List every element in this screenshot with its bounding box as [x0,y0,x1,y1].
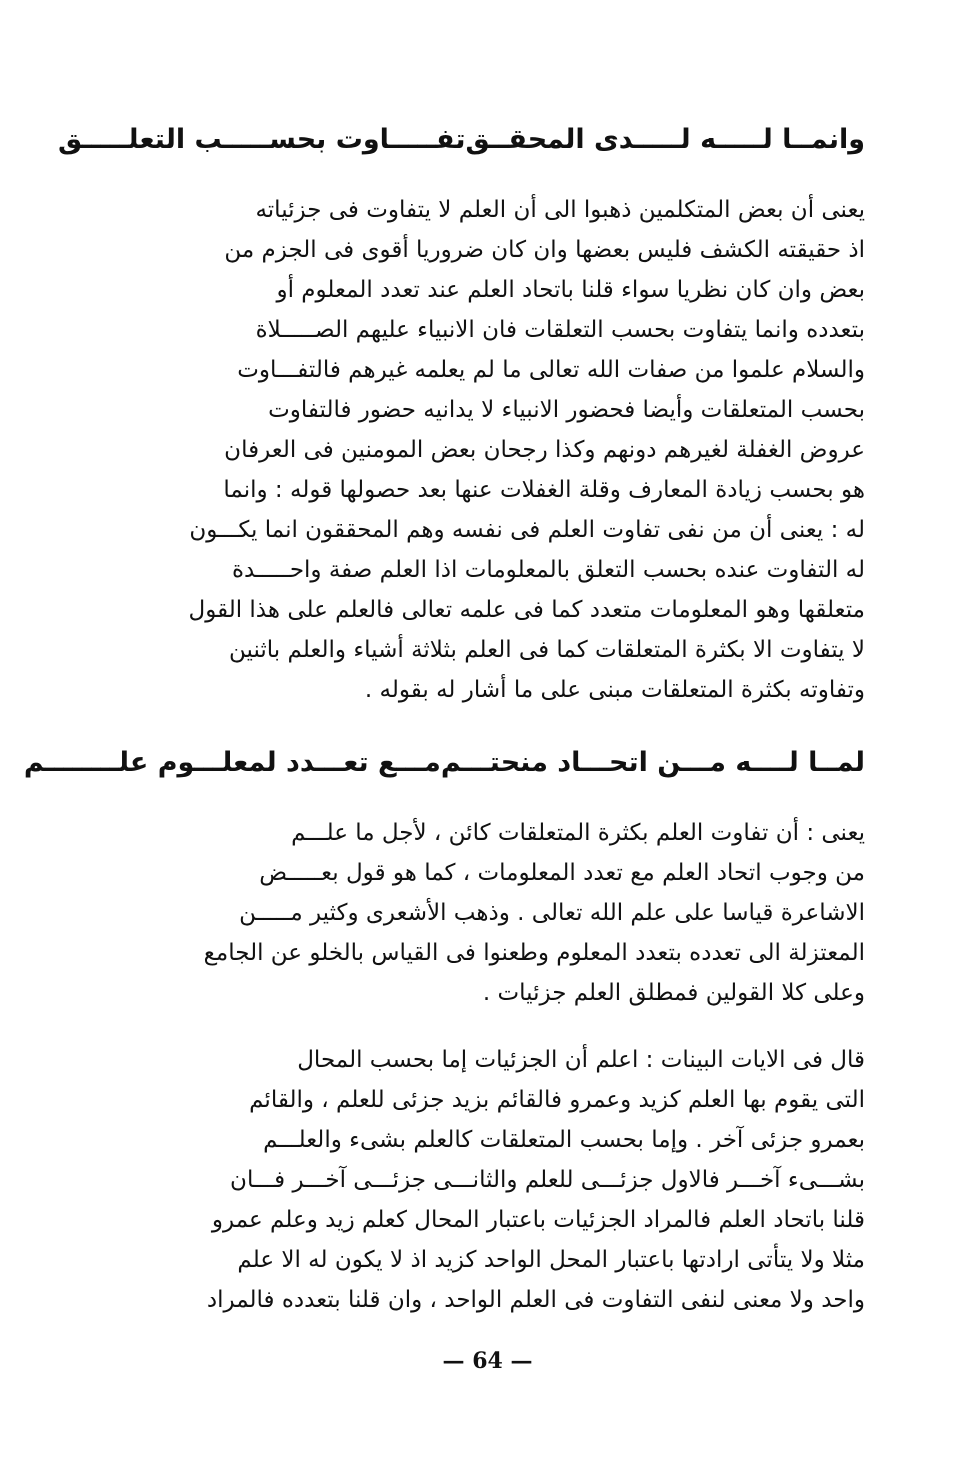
text-line: بحسب المتعلقات وأيضا فحضور الانبياء لا يدانيه حضور فالتفاوت [268,397,865,423]
text-line: التى يقوم بها العلم كزيد وعمرو فالقائم بزيد جزئى للعلم ، والقائم [249,1087,865,1113]
text-line: المعتزلة الى تعدده بتعدد المعلوم وطعنوا فى القياس بالخلو عن الجامع [203,940,865,966]
text-line: له : يعنى أن من نفى تفاوت العلم فى نفسه وهم المحققون انما يكـــون [189,517,865,543]
text-line: وعلى كلا القولين فمطلق العلم جزئيات . [482,980,865,1006]
text-line: من وجوب اتحاد العلم مع تعدد المعلومات ، كما هو قول بعـــــض [259,860,865,886]
text-line: بعمرو جزئى آخر . وإما بحسب المتعلقات كالعلم بشىء والعلـــم [263,1127,865,1153]
verse-first-hemistich: وانمــا لـــــه لـــــدى المحقــق [465,124,865,155]
verse-second-hemistich: تفـــــاوت بحســـــب التعلـــــق [57,124,466,155]
text-line: يعنى : أن تفاوت العلم بكثرة المتعلقات كائن ، لأجل ما علـــم [291,820,865,846]
text-line: اذ حقيقته الكشف فليس بعضها وان كان ضروريا أقوى فى الجزم من [224,237,865,263]
text-line: بعض وان كان نظريا سواء قلنا باتحاد العلم عند تعدد المعلوم أو [276,277,865,303]
text-line: الاشاعرة قياسا على علم الله تعالى . وذهب الأشعرى وكثير مـــــن [239,900,865,926]
verse-first-hemistich: لمــا لــــه مـــن اتحـــاد منحتـــم [440,747,865,778]
text-line: واحد ولا معنى لنفى التفاوت فى العلم الواحد ، وان قلنا بتعدده فالمراد [206,1287,865,1313]
text-line: قلنا باتحاد العلم فالمراد الجزئيات باعتبار المحال كعلم زيد وعلم عمرو [211,1207,865,1233]
text-line: له التفاوت عنده بحسب التعلق بالمعلومات اذا العلم صفة واحـــــدة [232,557,865,583]
text-line: متعلقها وهو المعلومات متعدد كما فى علمه تعالى فالعلم على هذا القول [188,597,865,623]
text-line: بشـــىء آخـــر فالاول جزئـــى للعلم والثانـــى جزئـــى آخـــر فـــان [230,1167,865,1193]
text-line: قال فى الايات البينات : اعلم أن الجزئيات إما بحسب المحال [297,1047,865,1073]
verse-heading [57,120,865,160]
text-line: يعنى أن بعض المتكلمين ذهبوا الى أن العلم لا يتفاوت فى جزئياته [255,197,865,223]
text-line: بتعدده وانما يتفاوت بحسب التعلقات فان الانبياء عليهم الصـــــلاة [255,317,865,343]
verse-heading [23,743,865,783]
text-line: عروض الغفلة لغيرهم دونهم وكذا رجحان بعض المومنين فى العرفان [224,437,865,463]
text-line: هو بحسب زيادة المعارف وقلة الغفلات عنها بعد حصولها قوله : وانما [223,477,865,503]
text-line: وتفاوته بكثرة المتعلقات مبنى على ما أشار له بقوله . [364,677,865,703]
commentary-paragraph [105,190,865,710]
page-number: — 64 — [442,1348,533,1374]
text-line: لا يتفاوت الا بكثرة المتعلقات كما فى العلم بثلاثة أشياء والعلم باثنين [229,637,865,663]
verse-second-hemistich: مـــع تعـــدد لمعلـــوم علــــــــم [23,747,441,778]
text-line: مثلا ولا يتأتى ارادتها باعتبار المحل الواحد كزيد اذ لا يكون له الا علم [237,1247,865,1273]
commentary-paragraph [105,1040,865,1320]
text-line: والسلام علموا من صفات الله تعالى ما لم يعلمه غيرهم فالتفـــاوت [237,357,865,383]
commentary-paragraph [105,813,865,1013]
